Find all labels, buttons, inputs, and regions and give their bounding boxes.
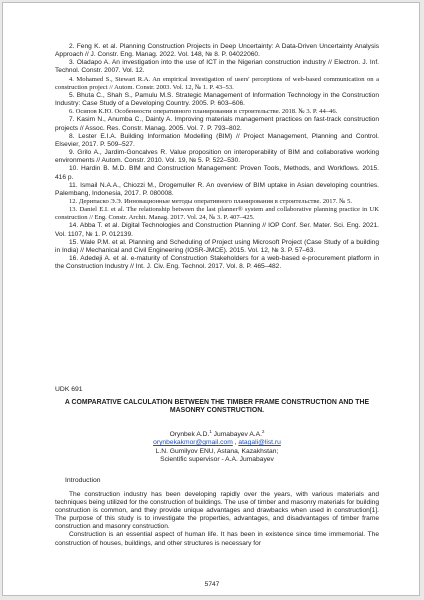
reference-item: 12. Дерипаско Э.Э. Инновационные методы оперативного планирования в строительстве. 2017. № 5. (69, 197, 353, 205)
paper-title: A COMPARATIVE CALCULATION BETWEEN THE TIMBER FRAME CONSTRUCTION AND THE MASONRY CONSTRUCTION. (64, 399, 370, 415)
document-page (2, 2, 420, 596)
reference-item: 7. Kasim N., Anumba C., Dainty A. Improving materials management practices on fast-track construction projects // Assoc. Res. Constr. Manag. 2005. Vol. 7. P. 793–802. (55, 116, 379, 132)
reference-item: 8. Lester E.I.A. Building Information Modelling (BIM) // Project Management, Planning and Control. Elsevier, 2017. P. 509–527. (55, 132, 379, 148)
author-emails (55, 439, 379, 447)
author-affiliation-mark: 2 (261, 428, 265, 434)
reference-item: 2. Feng K. et al. Planning Construction Projects in Deep Uncertainty: A Data-Driven Uncertainty Analysis Approach // J. Constr. Eng. Manag. 2022. Vol. 148, № 8. P. 04022060. (55, 43, 379, 59)
reference-item: 16. Adedeji A. et al. e-maturity of Construction Stakeholders for a web-based e-procurement platform in the Construction Industry // Int. J. Civ. Eng. Technol. 2017. Vol. 8. P. 465–482. (55, 255, 379, 271)
reference-item: 11. Ismail N.A.A., Chiozzi M., Drogemuller R. An overview of BIM uptake in Asian developing countries. Palembang, Indonesia, 2017. P. 080008. (55, 181, 379, 197)
reference-list (55, 43, 379, 271)
reference-item: 13. Daniel E.I. et al. The relationship between the last planner® system and collaborative planning practice in UK construction // Eng. Constr. Archit. Manag. 2017. Vol. 24, № 3. P. 407–425. (55, 206, 379, 222)
reference-item: 9. Grilo A., Jardim-Goncalves R. Value proposition on interoperability of BIM and collaborative working environments // Autom. Constr. 2010. Vol. 19, № 5. P. 522–530. (55, 149, 379, 165)
paragraph: Construction is an essential aspect of human life. It has been in existence since time immemorial. The construction of houses, buildings, and other structures is necessary for (55, 531, 379, 547)
reference-item: 6. Осипов К.Ю. Особенности оперативного планирования в строительстве. 2018. № 3. P. 44–46. (69, 108, 338, 116)
reference-item: 4. Mohamed S., Stewart R.A. An empirical investigation of users' perceptions of web-based communication on a construction project // Autom. Constr. 2003. Vol. 12, № 1. P. 43–53. (55, 75, 379, 91)
reference-item: 14. Abba T. et al. Digital Technologies and Construction Planning // IOP Conf. Ser. Mater. Sci. Eng. 2021. Vol. 1107, № 1. P. 012139. (55, 222, 379, 238)
reference-item: 5. Bhuta C., Shah S., Pamulu M.S. Strategic Management of Information Technology in the Construction Industry: Case Study of a Developing Country. 2005. P. 603–606. (55, 91, 379, 108)
author-block (55, 428, 379, 464)
udk-code: UDK 691 (55, 386, 83, 393)
supervisor: Scientific supervisor - A.A. Jumabayev (160, 455, 274, 463)
reference-item: 10. Hardin B. M.D. BIM and Construction Management: Proven Tools, Methods, and Workflows. 2015. 416 p. (55, 165, 379, 181)
affiliation: L.N. Gumilyov ENU, Astana, Kazakhstan; (155, 447, 279, 455)
reference-item: 3. Oladapo A. An investigation into the use of ICT in the Nigerian construction industry // Electron. J. Inf. Technol. Constr. 2007. Vol. 12. (55, 59, 379, 75)
paragraph: The construction industry has been developing rapidly over the years, with various materials and techniques being utilized for the construction of buildings. The use of timber and masonry materials for building construction is common, and they provide unique advantages and drawbacks when used in construction[1]. The purpose of this study is to investigate the properties, advantages, and disadvantages of timber frame construction and masonry construction. (55, 491, 379, 531)
email-link[interactable]: atagali@list.ru (238, 439, 281, 447)
body-text (55, 491, 379, 548)
author-affiliation-mark: 1 (209, 428, 212, 434)
section-heading: Introduction (65, 477, 101, 484)
author-names (55, 428, 379, 439)
email-link[interactable]: orynbekakmor@gmail.com (153, 439, 233, 447)
page-number: 5747 (204, 581, 220, 588)
reference-item: 15. Wale P.M. et al. Planning and Scheduling of Project using Microsoft Project (Case Study of a building in India) // Mechanical and Civil Engineering (IOSR-JMCE). 2015. Vol. 12, № 3. P. 57–63. (55, 238, 379, 254)
author-name: Orynbek A.D. (169, 431, 210, 438)
email-separator: , (232, 439, 239, 447)
author-name: Jumabayev A.A. (213, 431, 262, 438)
